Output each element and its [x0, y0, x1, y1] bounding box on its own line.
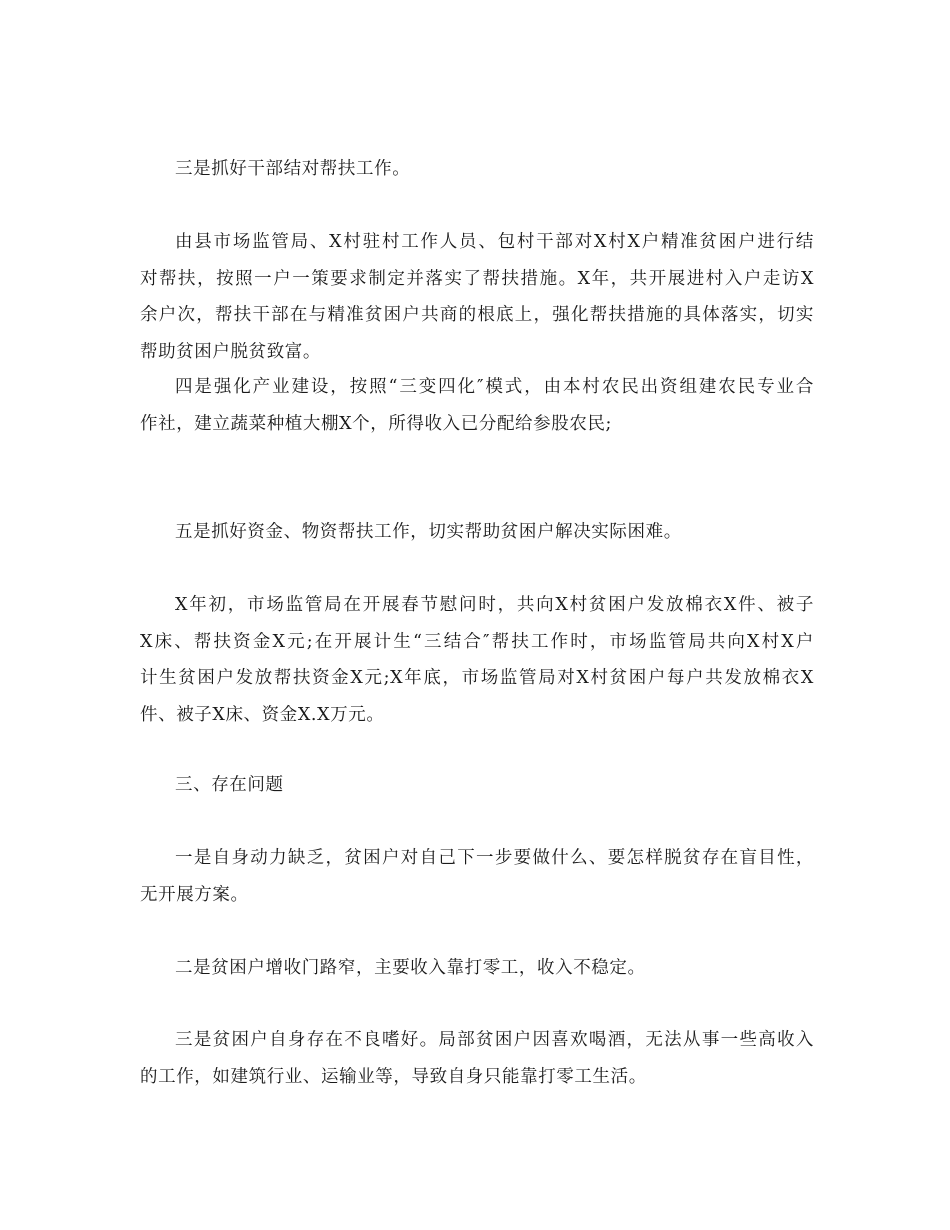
text-line: 无开展方案。	[140, 884, 249, 905]
text-line: X床、帮扶资金X元;在开展计生“三结合″帮扶工作时，市场监管局共向X村X户	[140, 631, 814, 652]
paragraph-problem-income	[140, 950, 814, 987]
text-line: 四是强化产业建设，按照“三变四化″模式，由本村农民出资组建农民专业合	[175, 377, 814, 397]
text-line: 计生贫困户发放帮扶资金X元;X年底，市场监管局对X村贫困户每户共发放棉衣X	[140, 668, 814, 688]
paragraph-cadre-pairing-body	[140, 224, 814, 370]
paragraph-funds-heading	[140, 514, 814, 551]
paragraph-industry-building	[140, 369, 814, 442]
paragraph-funds-body	[140, 587, 814, 733]
text-line: 的工作，如建筑行业、运输业等，导致自身只能靠打零工生活。	[140, 1066, 647, 1087]
text-line: 三是贫困户自身存在不良嗜好。局部贫困户因喜欢喝酒，无法从事一些高收入	[175, 1030, 814, 1050]
text-line: 帮助贫困户脱贫致富。	[140, 341, 321, 362]
text-line: 余户次，帮扶干部在与精准贫困户共商的根底上，强化帮扶措施的具体落实，切实	[140, 305, 814, 325]
paragraph-problem-habits	[140, 1022, 814, 1095]
text-line: 三、存在问题	[175, 775, 284, 795]
text-line: 件、被子X床、资金X.X万元。	[140, 704, 385, 725]
text-line: 一是自身动力缺乏，贫困户对自己下一步要做什么、要怎样脱贫存在盲目性，	[175, 848, 814, 868]
paragraph-cadre-pairing-heading	[140, 151, 814, 188]
text-line: X年初，市场监管局在开展春节慰问时，共向X村贫困户发放棉衣X件、被子	[175, 595, 814, 615]
text-line: 三是抓好干部结对帮扶工作。	[175, 159, 411, 179]
paragraph-problem-motivation	[140, 840, 814, 913]
text-line: 五是抓好资金、物资帮扶工作，切实帮助贫困户解决实际困难。	[175, 522, 682, 542]
section-heading-problems	[140, 767, 814, 804]
text-line: 对帮扶，按照一户一策要求制定并落实了帮扶措施。X年，共开展进村入户走访X	[140, 268, 814, 289]
text-line: 由县市场监管局、X村驻村工作人员、包村干部对X村X户精准贫困户进行结	[175, 232, 814, 252]
text-line: 作社，建立蔬菜种植大棚X个，所得收入已分配给参股农民;	[140, 413, 613, 434]
text-line: 二是贫困户增收门路窄，主要收入靠打零工，收入不稳定。	[175, 958, 646, 978]
